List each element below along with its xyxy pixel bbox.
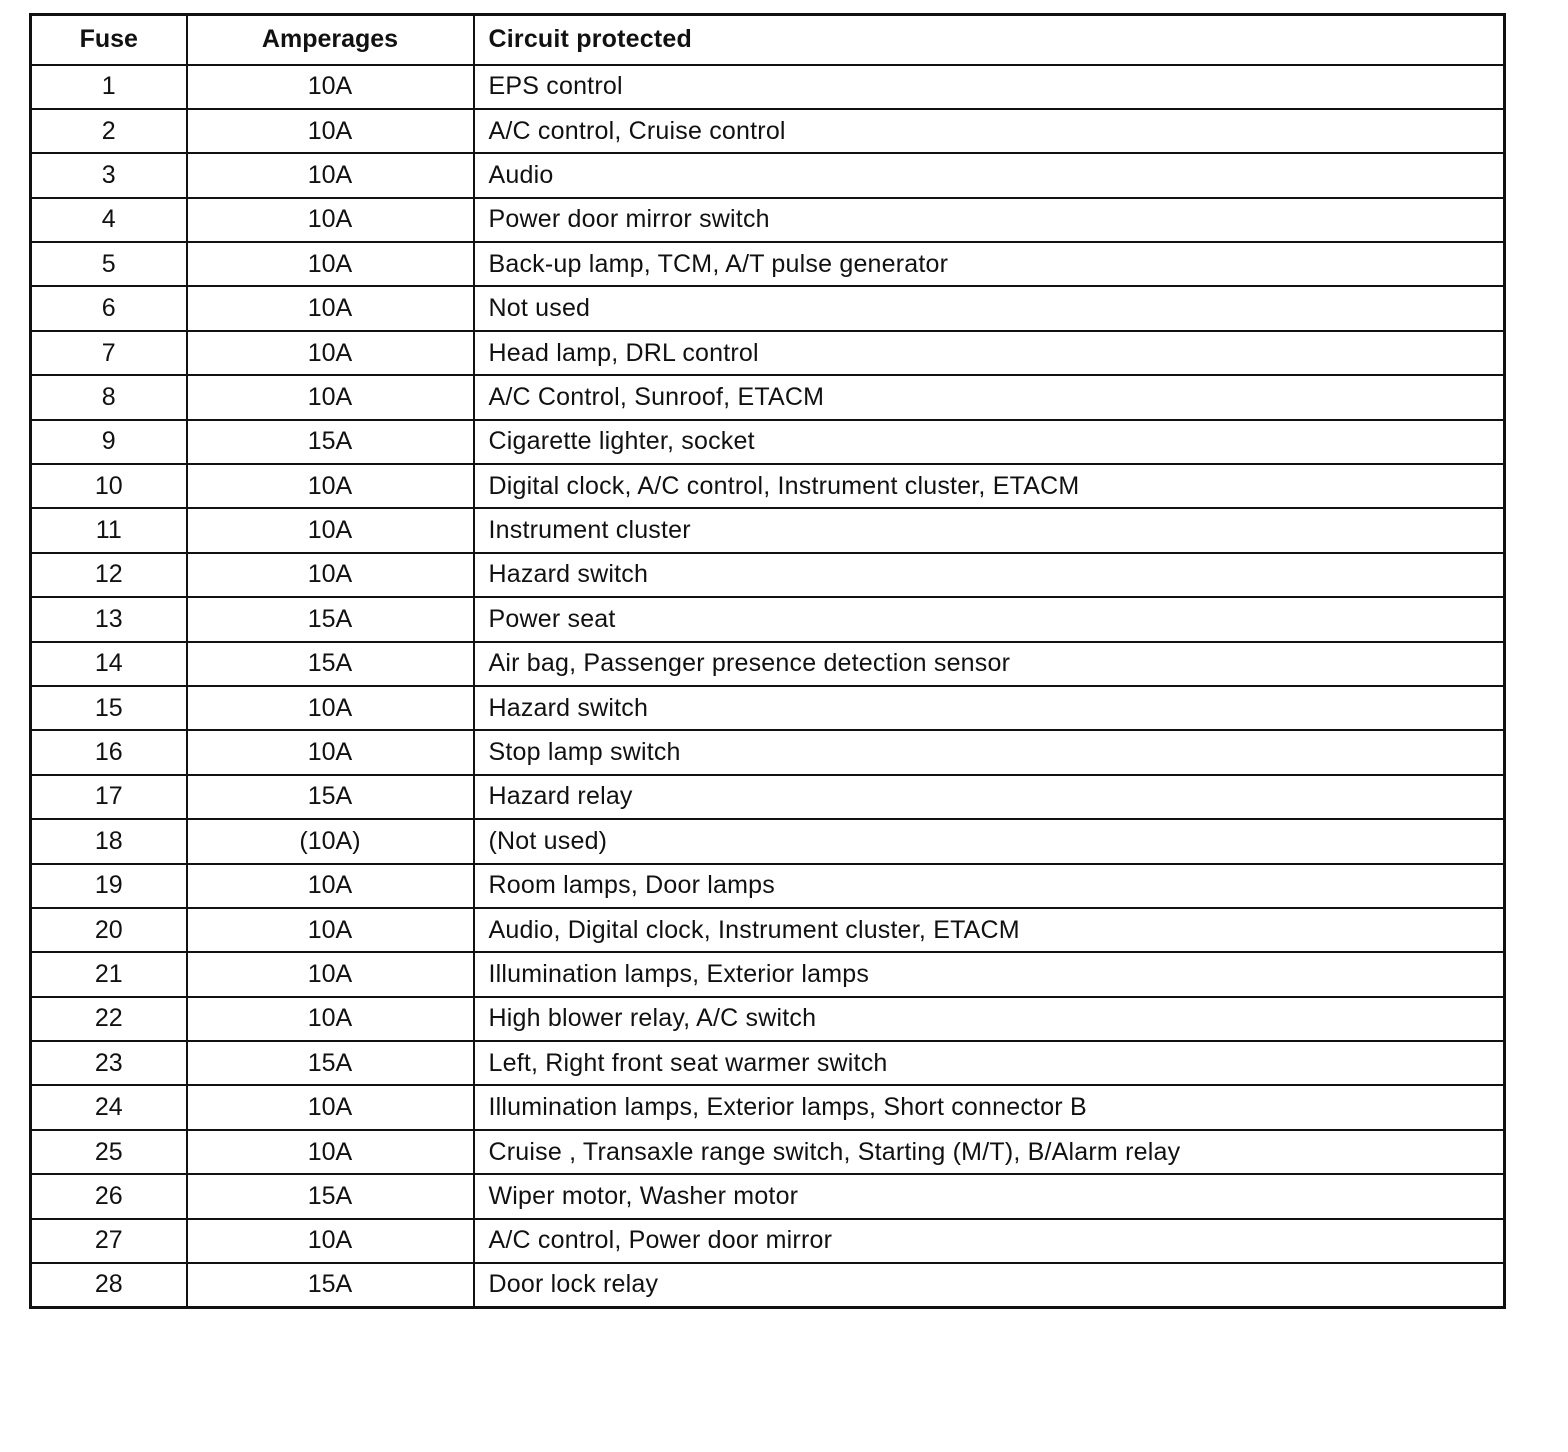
fuse-number-cell: 26 [31,1174,187,1218]
circuit-cell: Back-up lamp, TCM, A/T pulse generator [474,242,1505,286]
amperage-cell: 10A [187,864,474,908]
table-row [31,153,1505,197]
fuse-number-cell: 5 [31,242,187,286]
fuse-table [29,13,1506,1309]
table-row [31,508,1505,552]
table-row [31,730,1505,774]
table-row [31,420,1505,464]
amperage-cell: 15A [187,775,474,819]
amperage-cell: 15A [187,597,474,641]
circuit-cell: Head lamp, DRL control [474,331,1505,375]
circuit-cell: EPS control [474,65,1505,109]
circuit-cell: Hazard switch [474,553,1505,597]
amperage-cell: 10A [187,997,474,1041]
fuse-column-header: Fuse [31,15,187,65]
table-row [31,375,1505,419]
table-row [31,864,1505,908]
table-row [31,464,1505,508]
fuse-number-cell: 9 [31,420,187,464]
circuit-cell: High blower relay, A/C switch [474,997,1505,1041]
table-row [31,908,1505,952]
circuit-cell: Hazard switch [474,686,1505,730]
fuse-number-cell: 24 [31,1085,187,1129]
circuit-cell: Instrument cluster [474,508,1505,552]
table-row [31,819,1505,863]
amperage-cell: 10A [187,109,474,153]
amperage-cell: 10A [187,375,474,419]
fuse-number-cell: 23 [31,1041,187,1085]
amperage-cell: 10A [187,464,474,508]
table-row [31,198,1505,242]
table-row [31,1219,1505,1263]
circuit-cell: Wiper motor, Washer motor [474,1174,1505,1218]
circuit-cell: Not used [474,286,1505,330]
amperage-cell: 10A [187,1085,474,1129]
table-body [31,65,1505,1308]
circuit-cell: Cruise , Transaxle range switch, Starting (M/T), B/Alarm relay [474,1130,1505,1174]
fuse-number-cell: 18 [31,819,187,863]
table-row [31,1263,1505,1307]
fuse-number-cell: 25 [31,1130,187,1174]
circuit-cell: Power seat [474,597,1505,641]
amperage-cell: 10A [187,908,474,952]
table-row [31,331,1505,375]
fuse-number-cell: 17 [31,775,187,819]
table-header [31,15,1505,65]
circuit-cell: A/C control, Power door mirror [474,1219,1505,1263]
circuit-cell: Left, Right front seat warmer switch [474,1041,1505,1085]
amperage-cell: 10A [187,730,474,774]
amperage-cell: 10A [187,1219,474,1263]
fuse-number-cell: 4 [31,198,187,242]
circuit-cell: Stop lamp switch [474,730,1505,774]
circuit-cell: Air bag, Passenger presence detection sensor [474,642,1505,686]
fuse-number-cell: 16 [31,730,187,774]
fuse-number-cell: 20 [31,908,187,952]
circuit-column-header: Circuit protected [474,15,1505,65]
fuse-number-cell: 7 [31,331,187,375]
circuit-cell: (Not used) [474,819,1505,863]
fuse-number-cell: 1 [31,65,187,109]
circuit-cell: A/C Control, Sunroof, ETACM [474,375,1505,419]
amperage-cell: (10A) [187,819,474,863]
table-row [31,553,1505,597]
fuse-number-cell: 15 [31,686,187,730]
amperage-cell: 15A [187,1263,474,1307]
table-row [31,597,1505,641]
amperage-cell: 10A [187,242,474,286]
table-row [31,1130,1505,1174]
table-row [31,65,1505,109]
fuse-number-cell: 12 [31,553,187,597]
fuse-number-cell: 27 [31,1219,187,1263]
circuit-cell: Cigarette lighter, socket [474,420,1505,464]
fuse-number-cell: 3 [31,153,187,197]
fuse-number-cell: 8 [31,375,187,419]
amperage-cell: 10A [187,286,474,330]
amperage-cell: 15A [187,1174,474,1218]
table-row [31,686,1505,730]
amperage-cell: 10A [187,553,474,597]
amperage-cell: 15A [187,1041,474,1085]
amperage-cell: 10A [187,1130,474,1174]
fuse-number-cell: 28 [31,1263,187,1307]
fuse-number-cell: 10 [31,464,187,508]
fuse-number-cell: 14 [31,642,187,686]
fuse-number-cell: 6 [31,286,187,330]
table-row [31,242,1505,286]
fuse-number-cell: 21 [31,952,187,996]
amperage-cell: 10A [187,686,474,730]
table-row [31,775,1505,819]
amperage-cell: 10A [187,331,474,375]
amperage-cell: 10A [187,198,474,242]
fuse-number-cell: 13 [31,597,187,641]
fuse-number-cell: 19 [31,864,187,908]
circuit-cell: Audio [474,153,1505,197]
circuit-cell: Illumination lamps, Exterior lamps [474,952,1505,996]
circuit-cell: Hazard relay [474,775,1505,819]
amperage-cell: 10A [187,153,474,197]
table-row [31,952,1505,996]
table-row [31,1041,1505,1085]
circuit-cell: Door lock relay [474,1263,1505,1307]
amperage-column-header: Amperages [187,15,474,65]
amperage-cell: 15A [187,642,474,686]
circuit-cell: Digital clock, A/C control, Instrument cluster, ETACM [474,464,1505,508]
amperage-cell: 10A [187,65,474,109]
header-row [31,15,1505,65]
table-row [31,997,1505,1041]
fuse-number-cell: 22 [31,997,187,1041]
amperage-cell: 10A [187,508,474,552]
circuit-cell: Audio, Digital clock, Instrument cluster, ETACM [474,908,1505,952]
amperage-cell: 15A [187,420,474,464]
circuit-cell: Power door mirror switch [474,198,1505,242]
table-row [31,109,1505,153]
circuit-cell: A/C control, Cruise control [474,109,1505,153]
table-row [31,1174,1505,1218]
table-row [31,1085,1505,1129]
table-row [31,286,1505,330]
fuse-number-cell: 2 [31,109,187,153]
amperage-cell: 10A [187,952,474,996]
circuit-cell: Room lamps, Door lamps [474,864,1505,908]
fuse-number-cell: 11 [31,508,187,552]
table-row [31,642,1505,686]
circuit-cell: Illumination lamps, Exterior lamps, Short connector B [474,1085,1505,1129]
